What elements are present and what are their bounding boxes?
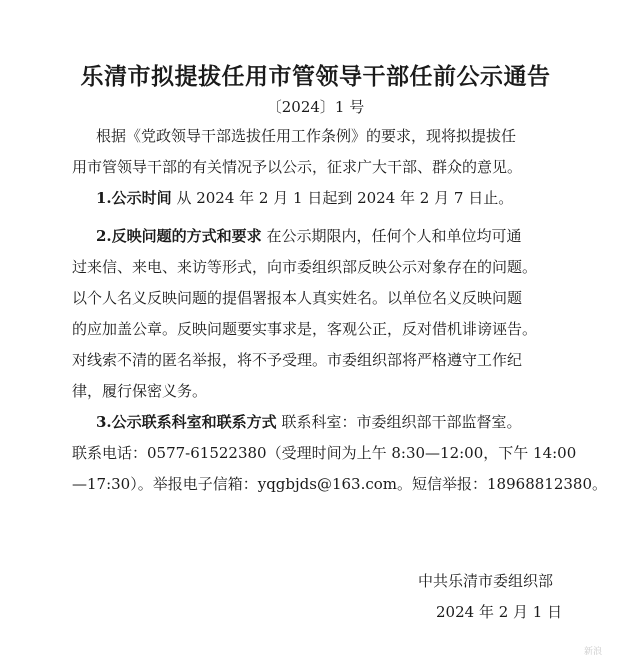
section-2-line-6: 律，履行保密义务。 (72, 382, 208, 400)
document-number: 〔2024〕1 号 (266, 98, 365, 116)
section-2-line-2: 过来信、来电、来访等形式，向市委组织部反映公示对象存在的问题。 (72, 258, 538, 276)
intro-line-2: 用市管领导干部的有关情况予以公示，征求广大干部、群众的意见。 (72, 158, 523, 176)
signature-date: 2024 年 2 月 1 日 (436, 603, 563, 621)
watermark-logo: 新浪 (584, 647, 603, 657)
section-3-line-1 (96, 412, 521, 432)
section-3-line-2: 联系电话：0577-61522380（受理时间为上午 8:30—12:00，下午 14:00 (72, 444, 577, 462)
signature-organization: 中共乐清市委组织部 (418, 572, 554, 590)
section-2-line-3: 以个人名义反映问题的提倡署报本人真实姓名。以单位名义反映问题 (72, 289, 523, 307)
section-3-line-3: —17:30）。举报电子信箱：yqgbjds@163.com。短信举报：18968812380。 (72, 475, 607, 493)
section-2-line-4: 的应加盖公章。反映问题要实事求是，客观公正，反对借机诽谤诬告。 (72, 320, 538, 338)
section-2-line-5: 对线索不清的匿名举报，将不予受理。市委组织部将严格遵守工作纪 (72, 351, 523, 369)
section-1-heading: 1.公示时间 (96, 189, 172, 207)
section-3-text: 联系科室：市委组织部干部监督室。 (281, 413, 522, 431)
intro-line-1: 根据《党政领导干部选拔任用工作条例》的要求，现将拟提拔任 (96, 127, 517, 145)
section-1 (96, 188, 513, 208)
page-title: 乐清市拟提拔任用市管领导干部任前公示通告 (80, 63, 551, 90)
section-3-heading: 3.公示联系科室和联系方式 (96, 413, 277, 431)
section-2-text: 在公示期限内，任何个人和单位均可通 (266, 227, 522, 245)
section-2-line-1 (96, 226, 521, 246)
section-1-text: 从 2024 年 2 月 1 日起到 2024 年 2 月 7 日止。 (176, 189, 514, 207)
section-2-heading: 2.反映问题的方式和要求 (96, 227, 262, 245)
